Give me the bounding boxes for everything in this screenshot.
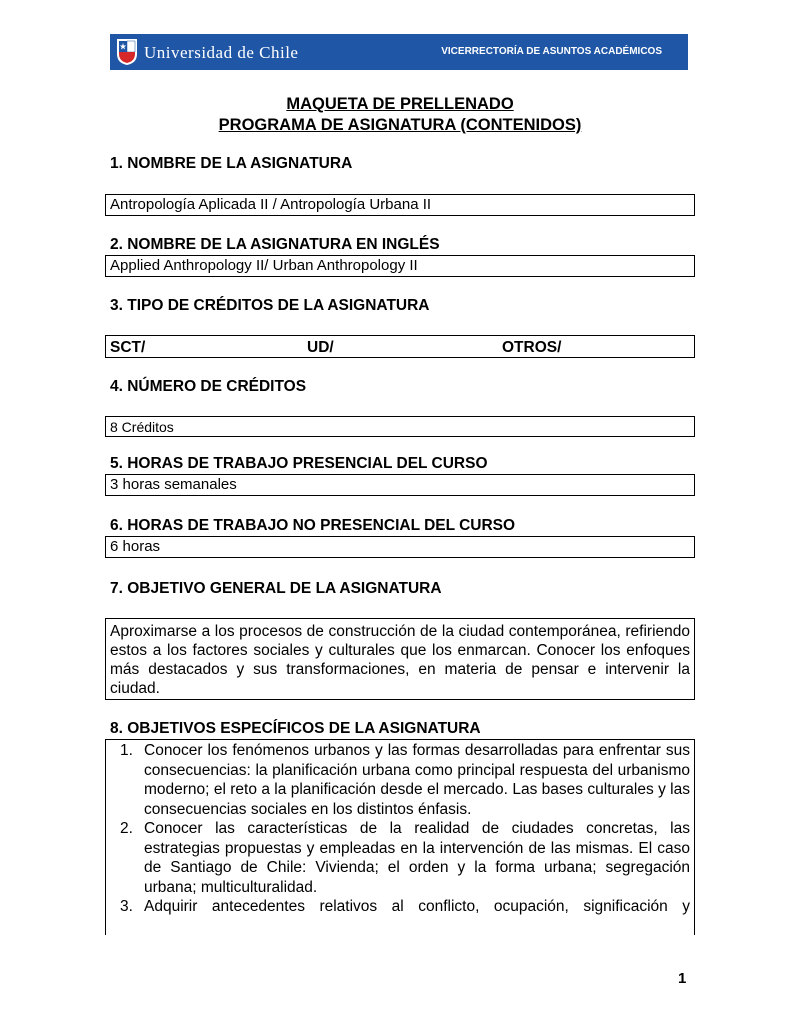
- general-objective-text: Aproximarse a los procesos de construcción de la ciudad contemporánea, refiriendo estos a los factores sociales y culturales que los enmarcan. Conocer los enfoques más destacados y sus transformaciones, en materia de pensar e intervenir la ciudad.: [110, 623, 690, 697]
- university-crest-icon: [116, 38, 138, 66]
- section-1-heading: 1. NOMBRE DE LA ASIGNATURA: [110, 155, 353, 172]
- objective-text: Conocer las características de la realidad de ciudades concretas, las estrategias propuestas y empleadas en la intervención de las mismas. El caso de Santiago de Chile: Vivienda; el orden y la forma urbana; segregación urbana; multiculturalidad.: [144, 820, 690, 896]
- section-3-box: [105, 335, 695, 358]
- list-item: [110, 741, 690, 819]
- list-item: [110, 897, 690, 917]
- objective-number: 1.: [120, 742, 133, 759]
- objective-text: Adquirir antecedentes relativos al conflicto, ocupación, significación y: [144, 898, 690, 915]
- section-1-box: [105, 194, 695, 216]
- section-2-box: [105, 255, 695, 277]
- sct-label: SCT/: [110, 339, 146, 356]
- section-6-box: [105, 536, 695, 558]
- section-3-heading: 3. TIPO DE CRÉDITOS DE LA ASIGNATURA: [110, 297, 430, 314]
- section-5-heading: 5. HORAS DE TRABAJO PRESENCIAL DEL CURSO: [110, 455, 488, 472]
- course-name-value: Antropología Aplicada II / Antropología Urbana II: [110, 196, 432, 213]
- non-presential-hours-value: 6 horas: [110, 538, 161, 555]
- page-number: 1: [678, 970, 687, 987]
- section-8-box: [105, 739, 695, 935]
- section-8-heading: 8. OBJETIVOS ESPECÍFICOS DE LA ASIGNATURA: [110, 720, 481, 737]
- objective-number: 3.: [120, 898, 133, 915]
- specific-objectives-list: [110, 741, 690, 917]
- credits-value: 8 Créditos: [110, 419, 174, 435]
- section-5-box: [105, 474, 695, 496]
- document-title-line2: PROGRAMA DE ASIGNATURA (CONTENIDOS): [218, 116, 582, 134]
- section-2-heading: 2. NOMBRE DE LA ASIGNATURA EN INGLÉS: [110, 236, 440, 253]
- ud-label: UD/: [307, 339, 334, 356]
- vicerrectoria-label: VICERRECTORÍA DE ASUNTOS ACADÉMICOS: [441, 46, 662, 57]
- header-banner: [110, 34, 688, 70]
- credit-type-row: [110, 336, 690, 357]
- section-4-heading: 4. NÚMERO DE CRÉDITOS: [110, 378, 307, 395]
- section-4-box: [105, 416, 695, 437]
- otros-label: OTROS/: [502, 339, 562, 356]
- objective-number: 2.: [120, 820, 133, 837]
- university-name: Universidad de Chile: [144, 43, 299, 62]
- presential-hours-value: 3 horas semanales: [110, 476, 237, 493]
- document-title-line1: MAQUETA DE PRELLENADO: [286, 95, 514, 113]
- objective-text: Conocer los fenómenos urbanos y las formas desarrolladas para enfrentar sus consecuencias: la planificación urbana como principal respuesta del urbanismo moderno; el reto a la planificación desde el mercado. Las bases culturales y las consecuencias sociales en los distintos énfasis.: [144, 742, 690, 818]
- course-name-english-value: Applied Anthropology II/ Urban Anthropology II: [110, 257, 418, 274]
- list-item: [110, 819, 690, 897]
- section-6-heading: 6. HORAS DE TRABAJO NO PRESENCIAL DEL CURSO: [110, 517, 516, 534]
- section-7-heading: 7. OBJETIVO GENERAL DE LA ASIGNATURA: [110, 580, 442, 597]
- section-7-box: [105, 618, 695, 700]
